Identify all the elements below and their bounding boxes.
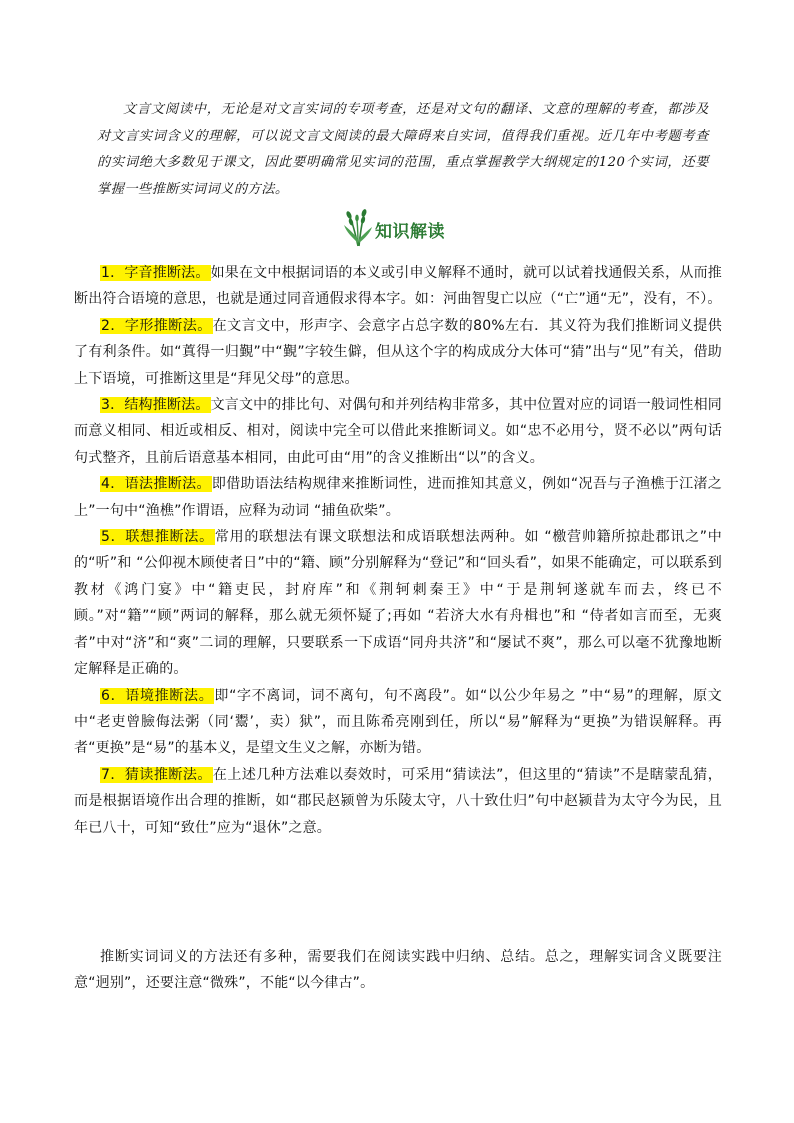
section-heading-text: 知识解读 bbox=[375, 221, 445, 242]
method-text: 即“字不离词，词不离句，句不离段”。如“以公少年易之 ”中“易”的理解，原文中“老吏曾臉侮法粥（同‘鬻’，卖）狱”，而且陈希亮刚到任，所以“易”解释为“更换”为错误解释。再者“更换”是“易”的基本义，是望文生义之解，亦断为错。 bbox=[74, 687, 722, 757]
method-text: 在文言文中，形声字、会意字占总字数的80%左右．其义符为我们推断词义提供了有利条件。如“蒖得一归覲”中“覲”字较生僻，但从这个字的构成成分大体可“猜”出与“见”有关，借助上下语境，可推断这里是“拜见父母”的意思。 bbox=[74, 317, 722, 387]
method-item bbox=[74, 762, 722, 841]
method-text: 即借助语法结构规律来推断词性，进而推知其意义，例如“况吾与子渔樵于江渚之上”一句中“渔樵”作谓语，应释为动词 “捕鱼砍柴”。 bbox=[74, 476, 723, 519]
method-text: 文言文中的排比句、对偶句和并列结构非常多，其中位置对应的词语一般词性相同而意义相同、相近或相反、相对，阅读中完全可以借此来推断词义。如“忠不必用兮，贤不必以”两句话句式整齐，且前后语意基本相同，由此可由“用”的含义推断出“以”的含义。 bbox=[74, 397, 722, 466]
intro-paragraph: 文言文阅读中，无论是对文言实词的专项考查，还是对文句的翻译、文意的理解的考查，都涉及对文言实词含义的理解，可以说文言文阅读的最大障碍来自实词，值得我们重视。近几年中考题考查的实词绝大多数见于课文，因此要明确常见实词的范围，重点掌握教学大纲规定的120个实词，还要掌握一些推断实词词义的方法。 bbox=[97, 102, 709, 197]
method-text: 常用的联想法有课文联想法和成语联想法两种。如 “檄营帅籍所掠赴郡讯之”中的“听”和 “公仰视木顾使者日”中的“籍、顾”分别解释为“登记”和“回头看”，如果不能确定，可以联系到教材《鸿门宴》中“籍吏民，封府库”和《荆轲刺秦王》中“于是荆轲遂就车而去，终已不顾。”对“籍”“顾”两词的解释，那么就无须怀疑了;再如 “若济大水有舟楫也”和 “侍者如言而至，无爽者”中对“济”和“爽”二词的理解，只要联系一下成语“同舟共济”和“屡试不爽”，那么可以毫不犹豫地断定解释是正确的。 bbox=[74, 529, 723, 678]
wheat-leaf-icon bbox=[342, 203, 374, 247]
method-item bbox=[74, 524, 722, 682]
method-label: 6．语境推断法。 bbox=[101, 687, 214, 704]
method-label: 7．猜读推断法。 bbox=[101, 766, 212, 783]
method-item bbox=[74, 392, 722, 471]
method-label: 5．联想推断法。 bbox=[101, 529, 214, 546]
method-label: 3．结构推断法。 bbox=[101, 397, 210, 414]
methods-list bbox=[74, 260, 722, 841]
method-label: 1．字音推断法。 bbox=[101, 265, 210, 281]
method-text: 在上述几种方法难以奏效时，可采用“猜读法”，但这里的“猜读”不是瞎蒙乱猜，而是根据语境作出合理的推断，如“郡民赵颍曾为乐陵太守，八十致仕归”句中赵颍昔为太守今为民，且年已八十，可知“致仕”应为“退休”之意。 bbox=[74, 766, 722, 836]
section-heading bbox=[342, 203, 462, 247]
method-label: 4．语法推断法。 bbox=[101, 476, 211, 493]
method-item bbox=[74, 683, 722, 762]
closing-paragraph: 推断实词词义的方法还有多种，需要我们在阅读实践中归纳、总结。总之，理解实词含义既要注意“迥别”，还要注意“微殊”，不能“以今律古”。 bbox=[74, 949, 722, 992]
method-item bbox=[74, 471, 722, 524]
method-text: 如果在文中根据词语的本义或引申义解释不通时，就可以试着找通假关系，从而推断出符合语境的意思，也就是通过同音通假求得本字。如：河曲智叟亡以应（“亡”通“无”，没有，不）。 bbox=[74, 265, 722, 308]
method-label: 2．字形推断法。 bbox=[101, 317, 212, 334]
method-item bbox=[74, 313, 722, 392]
method-item bbox=[74, 260, 722, 313]
